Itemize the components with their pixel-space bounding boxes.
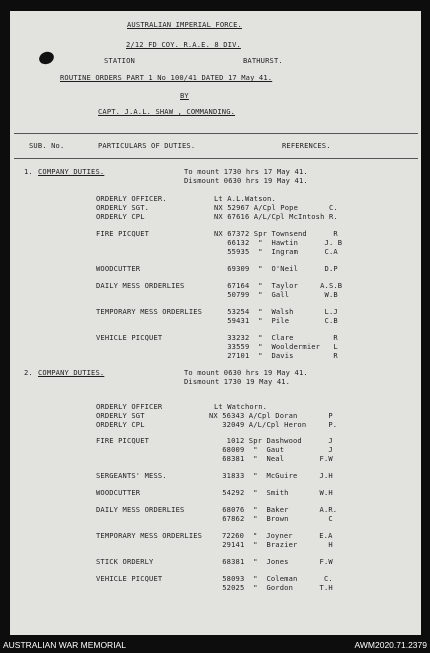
- column-header-bottom-rule: [14, 158, 418, 159]
- duty-label: VEHICLE PICQUET: [96, 574, 163, 583]
- duty-label: FIRE PICQUET: [96, 229, 150, 238]
- footer-accession-number: AWM2020.71.2379: [354, 640, 427, 650]
- duty-entry: 59431 " Pile C.B: [214, 316, 338, 325]
- station-value: BATHURST.: [243, 56, 283, 65]
- duty-entry: 52025 " Gordon T.H: [209, 583, 333, 592]
- section-number: 2.: [24, 368, 33, 377]
- station-label: STATION: [104, 56, 135, 65]
- duty-entry: 68381 " Jones F.W: [209, 557, 333, 566]
- duty-label: ORDERLY OFFICER: [96, 402, 163, 411]
- section-title: COMPANY DUTIES.: [38, 167, 105, 176]
- duty-entry: 54292 " Smith W.H: [209, 488, 333, 497]
- section-title: COMPANY DUTIES.: [38, 368, 105, 377]
- duty-entry: 67862 " Brown C: [209, 514, 333, 523]
- duty-label: VEHICLE PICQUET: [96, 333, 163, 342]
- column-header-top-rule: [14, 133, 418, 134]
- duty-entry: 58093 " Coleman C.: [209, 574, 333, 583]
- orders-title: ROUTINE ORDERS PART 1 No 100/41 DATED 17 May 41.: [60, 73, 273, 82]
- dismount-time: Dismount 1730 19 May 41.: [184, 377, 291, 386]
- duty-label: SERGEANTS' MESS.: [96, 471, 167, 480]
- duty-entry: 67164 " Taylor A.S.B: [214, 281, 343, 290]
- duty-entry: 50799 " Gall W.B: [214, 290, 338, 299]
- duty-label: DAILY MESS ORDERLIES: [96, 281, 185, 290]
- duty-entry: NX 52967 A/Cpl Pope C.: [214, 203, 338, 212]
- duty-label: FIRE PICQUET: [96, 436, 150, 445]
- duty-entry: Lt Watchorn.: [214, 402, 268, 411]
- duty-entry: 31833 " McGuire J.H: [209, 471, 333, 480]
- duty-label: WOODCUTTER: [96, 488, 141, 497]
- duty-label: ORDERLY SGT: [96, 411, 145, 420]
- duty-entry: 33559 " Wooldermier L: [214, 342, 338, 351]
- duty-entry: NX 67372 Spr Townsend R: [214, 229, 338, 238]
- duty-label: TEMPORARY MESS ORDERLIES: [96, 531, 203, 540]
- duty-label: TEMPORARY MESS ORDERLIES: [96, 307, 203, 316]
- column-particulars: PARTICULARS OF DUTIES.: [98, 141, 196, 150]
- duty-entry: 68076 " Baker A.R.: [209, 505, 338, 514]
- duty-label: STICK ORDERLY: [96, 557, 154, 566]
- duty-entry: 29141 " Brazier H: [209, 540, 333, 549]
- duty-entry: NX 56343 A/Cpl Doran P: [209, 411, 333, 420]
- duty-entry: 33232 " Clare R: [214, 333, 338, 342]
- duty-entry: NX 67616 A/L/Cpl McIntosh R.: [214, 212, 338, 221]
- duty-label: ORDERLY CPL: [96, 420, 145, 429]
- duty-entry: 32049 A/L/Cpl Heron P.: [209, 420, 338, 429]
- duty-entry: 66132 " Hawtin J. B: [214, 238, 343, 247]
- commanding-line: CAPT. J.A.L. SHAW , COMMANDING.: [98, 107, 236, 116]
- duty-entry: 53254 " Walsh L.J: [214, 307, 338, 316]
- duty-entry: 55935 " Ingram C.A: [214, 247, 338, 256]
- duty-label: DAILY MESS ORDERLIES: [96, 505, 185, 514]
- column-sub-no: SUB. No.: [29, 141, 65, 150]
- duty-entry: 1012 Spr Dashwood J: [209, 436, 333, 445]
- header-line1: AUSTRALIAN IMPERIAL FORCE.: [127, 20, 242, 29]
- duty-entry: Lt A.L.Watson.: [214, 194, 276, 203]
- header-line2: 2/12 FD COY. R.A.E. 8 DIV.: [126, 40, 241, 49]
- section-number: 1.: [24, 167, 33, 176]
- duty-label: ORDERLY OFFICER.: [96, 194, 167, 203]
- footer-credit: AUSTRALIAN WAR MEMORIAL: [3, 640, 126, 650]
- duty-label: ORDERLY SGT.: [96, 203, 150, 212]
- duty-label: ORDERLY CPL: [96, 212, 145, 221]
- by-line: BY: [180, 91, 189, 100]
- duty-entry: 68009 " Gaut J: [209, 445, 333, 454]
- duty-entry: 72260 " Joyner E.A: [222, 531, 333, 540]
- mount-time: To mount 0630 hrs 19 May 41.: [184, 368, 308, 377]
- column-references: REFERENCES.: [282, 141, 331, 150]
- dismount-time: Dismount 0630 hrs 19 May 41.: [184, 176, 308, 185]
- duty-entry: 68381 " Neal F.W: [209, 454, 333, 463]
- mount-time: To mount 1730 hrs 17 May 41.: [184, 167, 308, 176]
- duty-label: WOODCUTTER: [96, 264, 141, 273]
- duty-entry: 69309 " O'Neil D.P: [214, 264, 338, 273]
- duty-entry: 27101 " Davis R: [214, 351, 338, 360]
